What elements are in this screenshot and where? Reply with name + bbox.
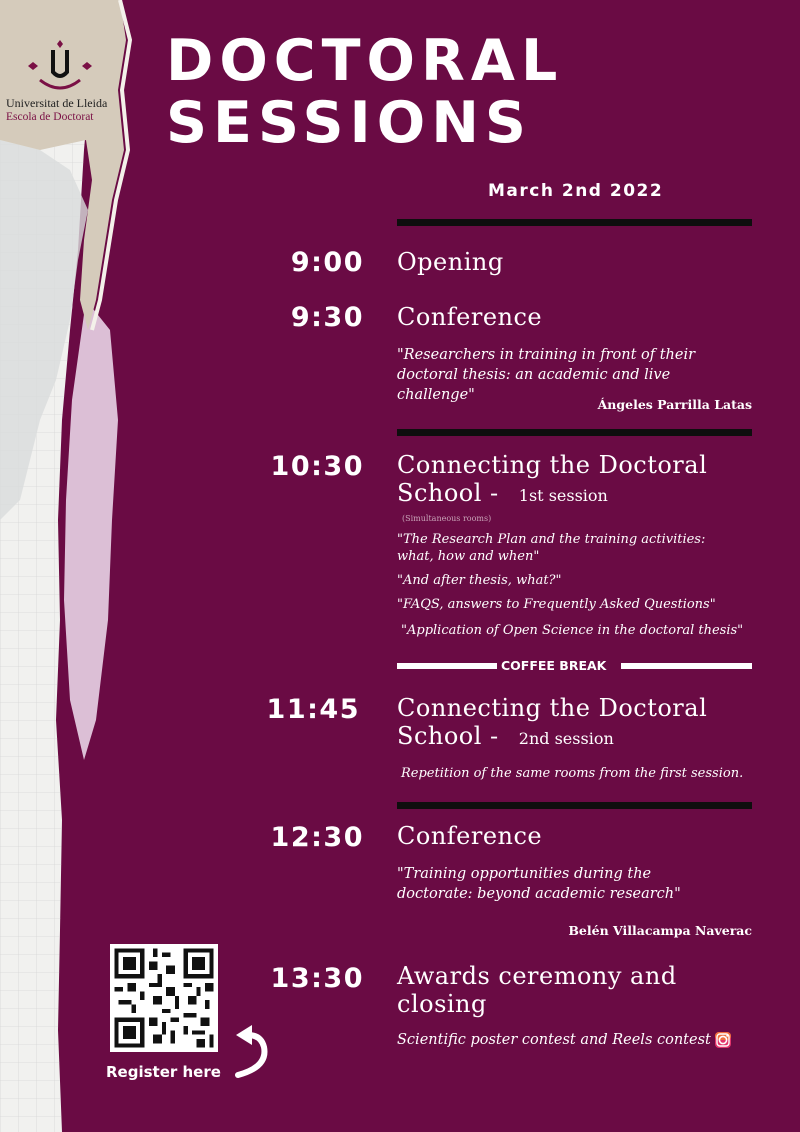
awards-note	[397, 1030, 732, 1050]
room-item: "Application of Open Science in the doctoral thesis"	[401, 623, 744, 638]
time-slot: 10:30	[270, 451, 364, 482]
divider-rule	[397, 802, 752, 809]
simultaneous-rooms-note: (Simultaneous rooms)	[402, 514, 492, 523]
session-heading: Opening	[397, 248, 504, 276]
session-heading: Conference	[397, 822, 543, 850]
title-line-2: SESSIONS	[166, 90, 532, 156]
awards-note-text: Scientific poster contest and Reels contest	[397, 1032, 711, 1048]
curved-arrow-icon	[232, 1025, 276, 1081]
session-number: 1st session	[518, 486, 608, 505]
university-logo	[6, 38, 118, 123]
session-heading: Conference	[397, 303, 543, 331]
conference-title: "Researchers in training in front of their doctoral thesis: an academic and live challenge"	[397, 347, 696, 403]
session-number: 2nd session	[518, 729, 614, 748]
speaker-name: Ángeles Parrilla Latas	[597, 397, 752, 412]
coffee-break-label: COFFEE BREAK	[501, 658, 607, 673]
session-heading: Connecting the Doctoral School - 1st session	[397, 451, 708, 507]
session-heading: Connecting the Doctoral School - 2nd session	[397, 694, 708, 750]
session-note: Repetition of the same rooms from the first session.	[401, 766, 744, 781]
room-item: "FAQS, answers to Frequently Asked Questions"	[397, 597, 716, 612]
coffee-line-right	[621, 663, 752, 669]
instagram-icon	[714, 1031, 732, 1049]
speaker-name: Belén Villacampa Naverac	[568, 923, 752, 938]
room-item: "The Research Plan and the training activities: what, how and when"	[397, 532, 706, 564]
time-slot: 9:00	[290, 247, 364, 278]
room-item: "And after thesis, what?"	[397, 573, 562, 588]
title-line-1: DOCTORAL	[166, 28, 564, 94]
university-crest-icon	[22, 38, 98, 94]
time-slot: 12:30	[270, 822, 364, 853]
coffee-break-divider	[397, 660, 752, 673]
event-date: March 2nd 2022	[488, 181, 664, 201]
conference-title: "Training opportunities during the doctorate: beyond academic research"	[397, 866, 681, 902]
page-title	[166, 30, 563, 154]
time-slot: 11:45	[266, 694, 360, 725]
register-label: Register here	[106, 1063, 221, 1081]
time-slot: 9:30	[290, 302, 364, 333]
time-slot: 13:30	[270, 963, 364, 994]
session-heading: Awards ceremony and closing	[397, 962, 677, 1018]
divider-rule	[397, 219, 752, 226]
coffee-line-left	[397, 663, 497, 669]
school-name: Escola de Doctorat	[6, 111, 94, 123]
divider-rule	[397, 429, 752, 436]
university-name: Universitat de Lleida	[6, 96, 108, 110]
qr-code-icon[interactable]	[110, 944, 218, 1052]
